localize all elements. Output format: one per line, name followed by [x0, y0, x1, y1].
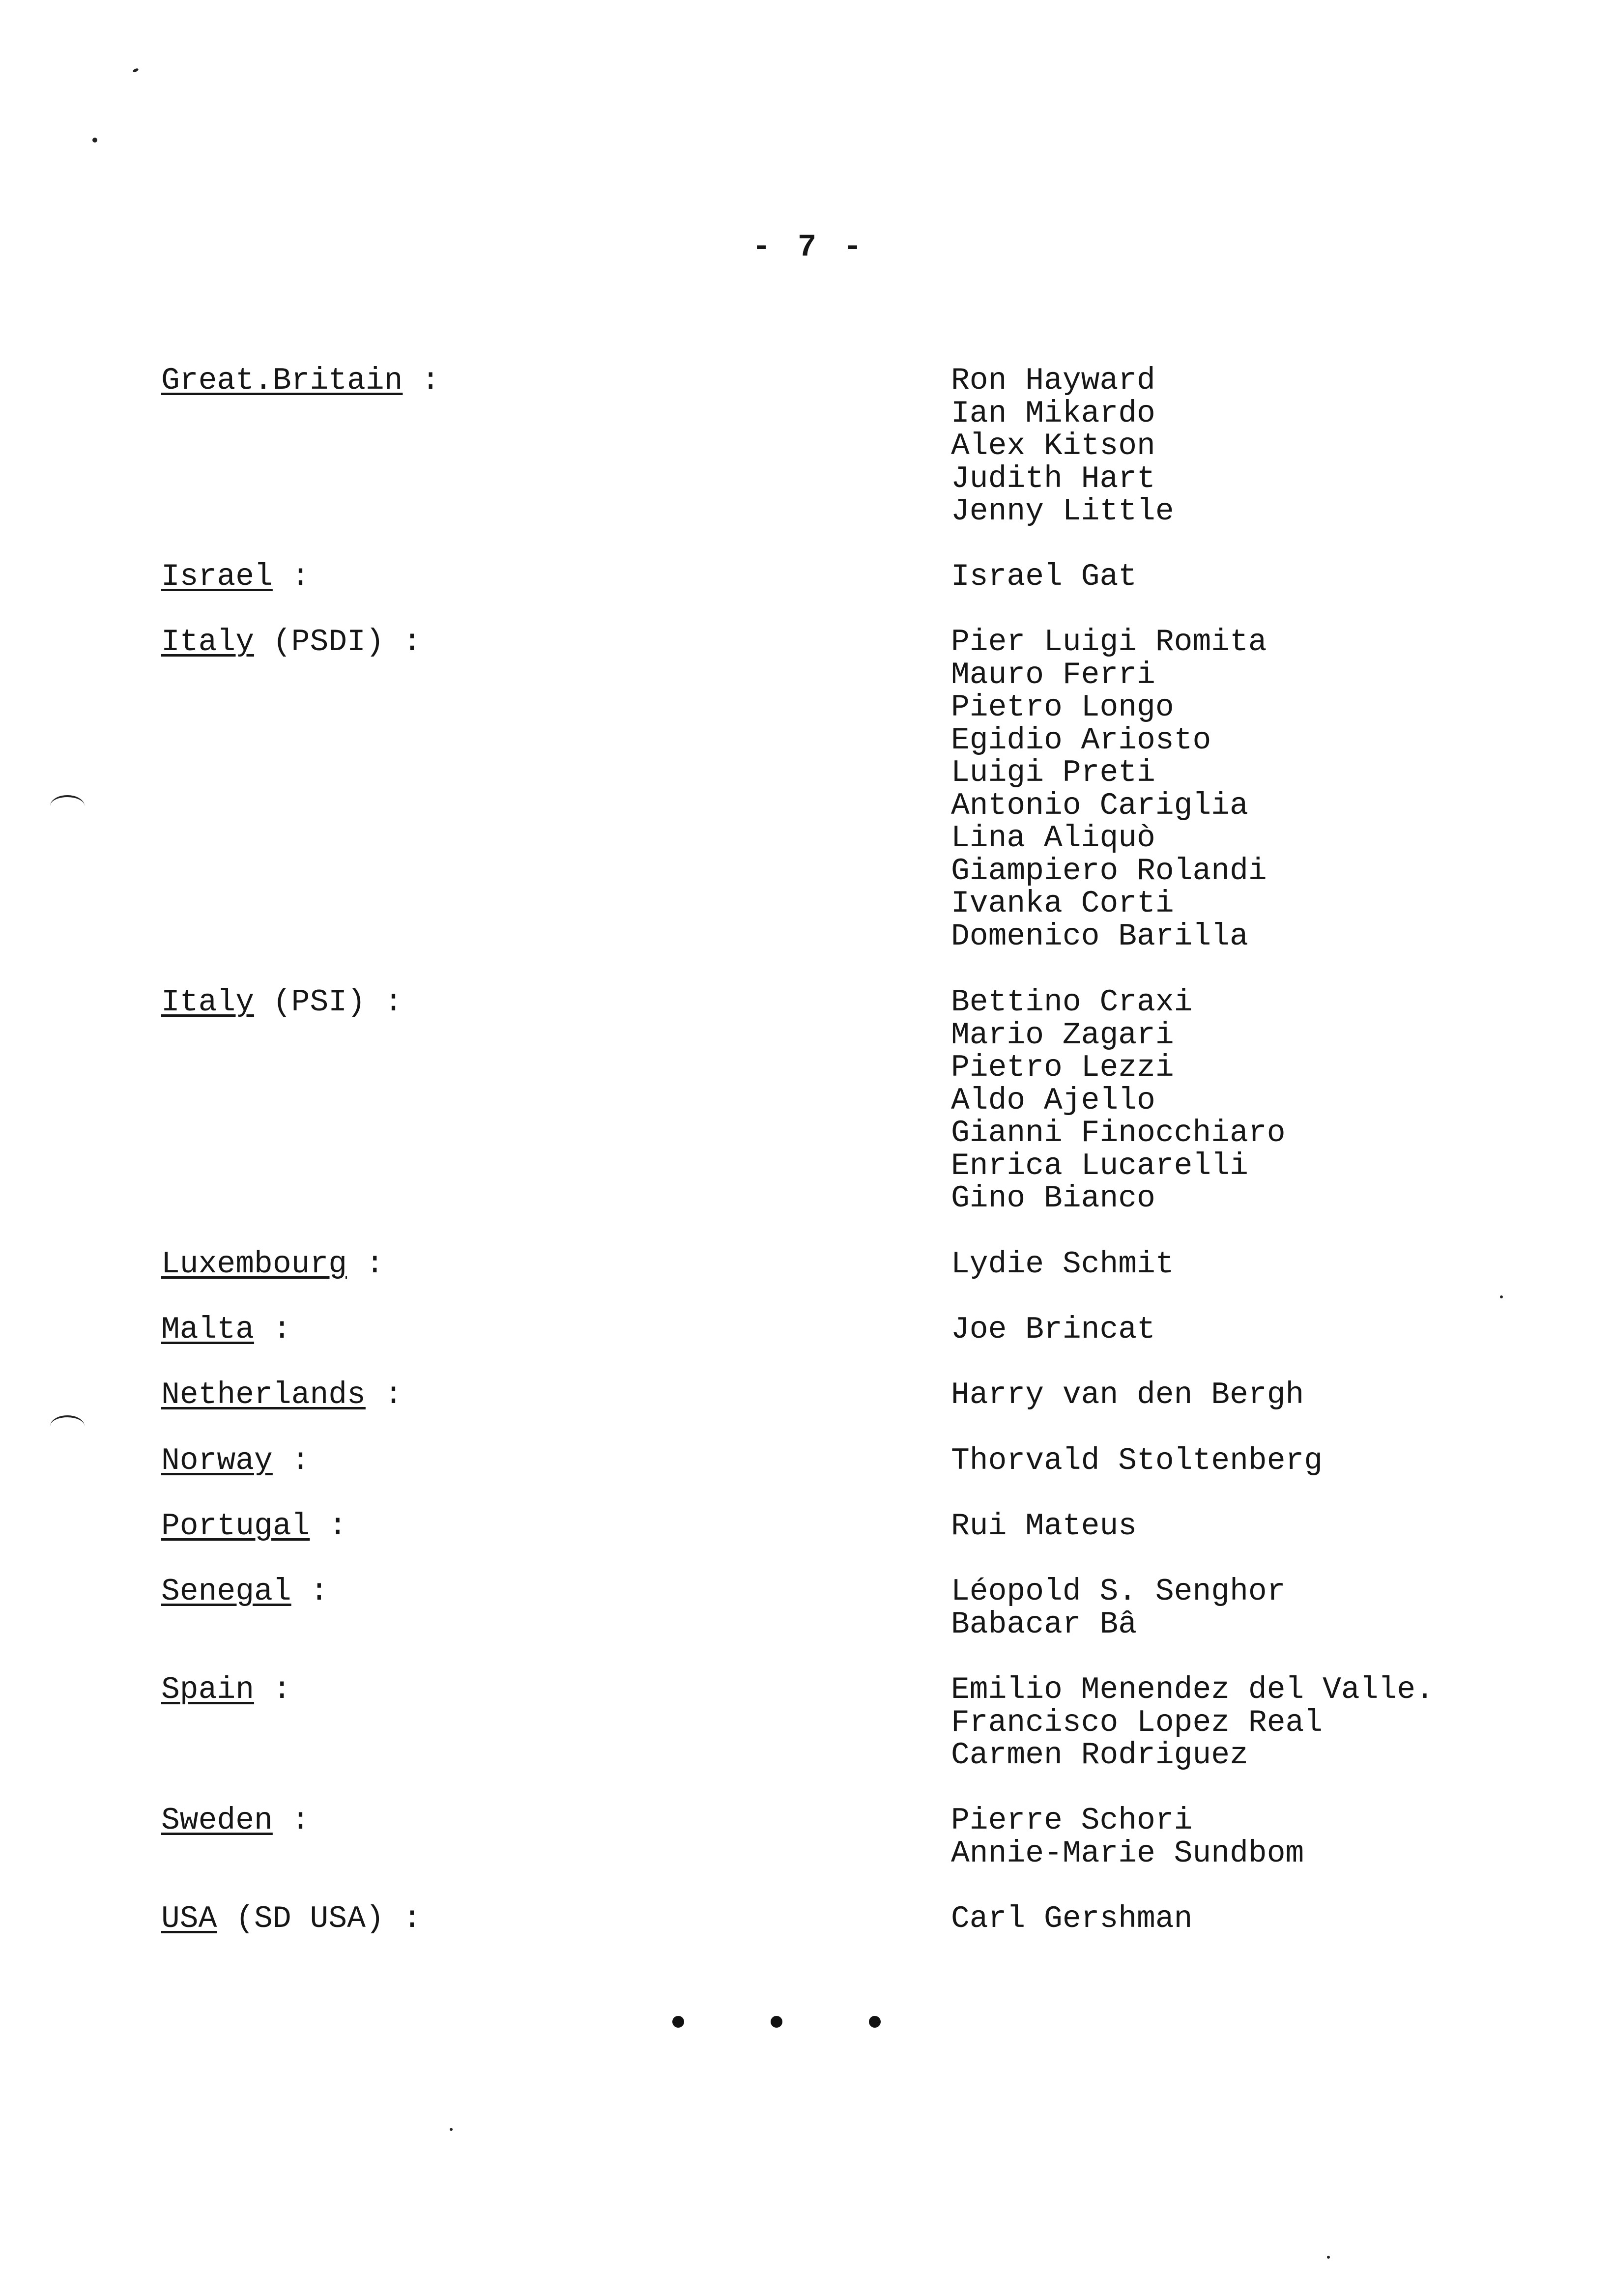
country-suffix: :: [272, 559, 310, 594]
country-label: [161, 626, 421, 659]
delegate-name: Lydie Schmit: [951, 1247, 1174, 1282]
delegate-list: [951, 1510, 1137, 1543]
delegate-name: Domenico Barilla: [951, 918, 1248, 954]
delegate-list: [951, 1903, 1192, 1936]
country-name: Portugal: [161, 1509, 310, 1544]
bullet-icon: [771, 2016, 782, 2028]
delegate-name: Carmen Rodriguez: [951, 1738, 1248, 1773]
delegate-name: Bettino Craxi: [951, 985, 1193, 1020]
delegate-name: Lina Aliquò: [951, 821, 1155, 856]
scan-speck: [132, 68, 139, 73]
delegate-name: Gianni Finocchiaro: [951, 1116, 1286, 1150]
country-name: Malta: [161, 1312, 255, 1347]
delegate-name: Giampiero Rolandi: [951, 853, 1267, 889]
delegate-list: [951, 561, 1137, 594]
country-name: Italy: [161, 625, 255, 660]
country-name: Italy: [161, 985, 255, 1020]
delegate-name: Gino Bianco: [951, 1181, 1155, 1216]
delegate-name: Joe Brincat: [951, 1312, 1155, 1347]
country-name: Norway: [161, 1443, 273, 1478]
country-suffix: :: [347, 1247, 384, 1282]
scan-speck: [1327, 2256, 1330, 2259]
country-name: Senegal: [161, 1574, 291, 1609]
country-label: [161, 561, 310, 594]
margin-mark-icon: [50, 1415, 85, 1437]
country-name: USA: [161, 1901, 217, 1936]
delegate-name: Antonio Cariglia: [951, 788, 1248, 823]
delegate-name: Alex Kitson: [951, 429, 1155, 463]
delegate-name: Ian Mikardo: [951, 396, 1155, 431]
delegate-name: Ron Hayward: [951, 363, 1155, 398]
delegate-name: Annie-Marie Sundbom: [951, 1836, 1304, 1871]
country-name: Luxembourg: [161, 1247, 347, 1282]
bullet-icon: [869, 2016, 881, 2028]
delegate-list: [951, 1576, 1286, 1641]
delegate-name: Luigi Preti: [951, 755, 1155, 790]
country-label: [161, 1903, 421, 1936]
delegate-list: [951, 1314, 1155, 1347]
country-label: [161, 1248, 384, 1281]
country-label: [161, 1510, 347, 1543]
delegate-name: Egidio Ariosto: [951, 722, 1211, 758]
country-suffix: :: [272, 1803, 310, 1838]
delegate-name: Pier Luigi Romita: [951, 625, 1267, 660]
page-number: - 7 -: [752, 230, 866, 265]
country-name: Netherlands: [161, 1378, 366, 1412]
delegate-name: Thorvald Stoltenberg: [951, 1443, 1323, 1478]
country-suffix: :: [291, 1574, 329, 1609]
delegate-name: Emilio Menendez del Valle.: [951, 1672, 1434, 1707]
country-label: [161, 365, 440, 398]
delegate-list: [951, 1805, 1304, 1870]
delegate-name: Ivanka Corti: [951, 886, 1174, 921]
delegate-list: [951, 1379, 1304, 1412]
margin-mark-icon: [50, 795, 85, 817]
delegate-name: Aldo Ajello: [951, 1083, 1155, 1118]
country-name: Israel: [161, 559, 273, 594]
country-label: [161, 1314, 291, 1347]
delegate-name: Rui Mateus: [951, 1509, 1137, 1544]
delegate-name: Léopold S. Senghor: [951, 1574, 1286, 1609]
delegate-name: Israel Gat: [951, 559, 1137, 594]
scan-speck: [450, 2128, 453, 2131]
country-suffix: (PSDI) :: [254, 625, 422, 660]
delegate-name: Pietro Longo: [951, 690, 1174, 725]
delegate-list: [951, 365, 1174, 528]
delegate-name: Babacar Bâ: [951, 1607, 1137, 1642]
delegate-name: Harry van den Bergh: [951, 1378, 1304, 1412]
country-label: [161, 1576, 328, 1608]
country-suffix: :: [403, 363, 440, 398]
country-label: [161, 1805, 310, 1837]
delegate-name: Jenny Little: [951, 494, 1174, 529]
delegate-list: [951, 1674, 1434, 1772]
delegate-list: [951, 626, 1267, 953]
delegate-list: [951, 986, 1286, 1215]
delegate-name: Mauro Ferri: [951, 657, 1155, 692]
country-name: Spain: [161, 1672, 255, 1707]
country-name: Great.Britain: [161, 363, 403, 398]
country-label: [161, 1379, 403, 1412]
country-suffix: (PSI) :: [254, 985, 403, 1020]
delegate-name: Enrica Lucarelli: [951, 1148, 1248, 1183]
country-suffix: :: [310, 1509, 347, 1544]
country-name: Sweden: [161, 1803, 273, 1838]
delegate-name: Pierre Schori: [951, 1803, 1193, 1838]
scan-speck: [92, 138, 97, 143]
delegate-name: Francisco Lopez Real: [951, 1705, 1323, 1740]
delegate-list: [951, 1248, 1174, 1281]
delegate-list: [951, 1445, 1323, 1478]
bullet-icon: [672, 2016, 684, 2028]
delegate-name: Pietro Lezzi: [951, 1050, 1174, 1085]
country-suffix: :: [272, 1443, 310, 1478]
country-label: [161, 1445, 310, 1478]
country-suffix: :: [254, 1312, 291, 1347]
delegate-name: Carl Gershman: [951, 1901, 1193, 1936]
country-suffix: :: [254, 1672, 291, 1707]
delegate-name: Mario Zagari: [951, 1017, 1174, 1053]
country-suffix: :: [365, 1378, 403, 1412]
scan-speck: [1500, 1295, 1503, 1298]
country-label: [161, 1674, 291, 1707]
country-suffix: (SD USA) :: [217, 1901, 422, 1936]
delegate-name: Judith Hart: [951, 461, 1155, 496]
country-label: [161, 986, 403, 1019]
